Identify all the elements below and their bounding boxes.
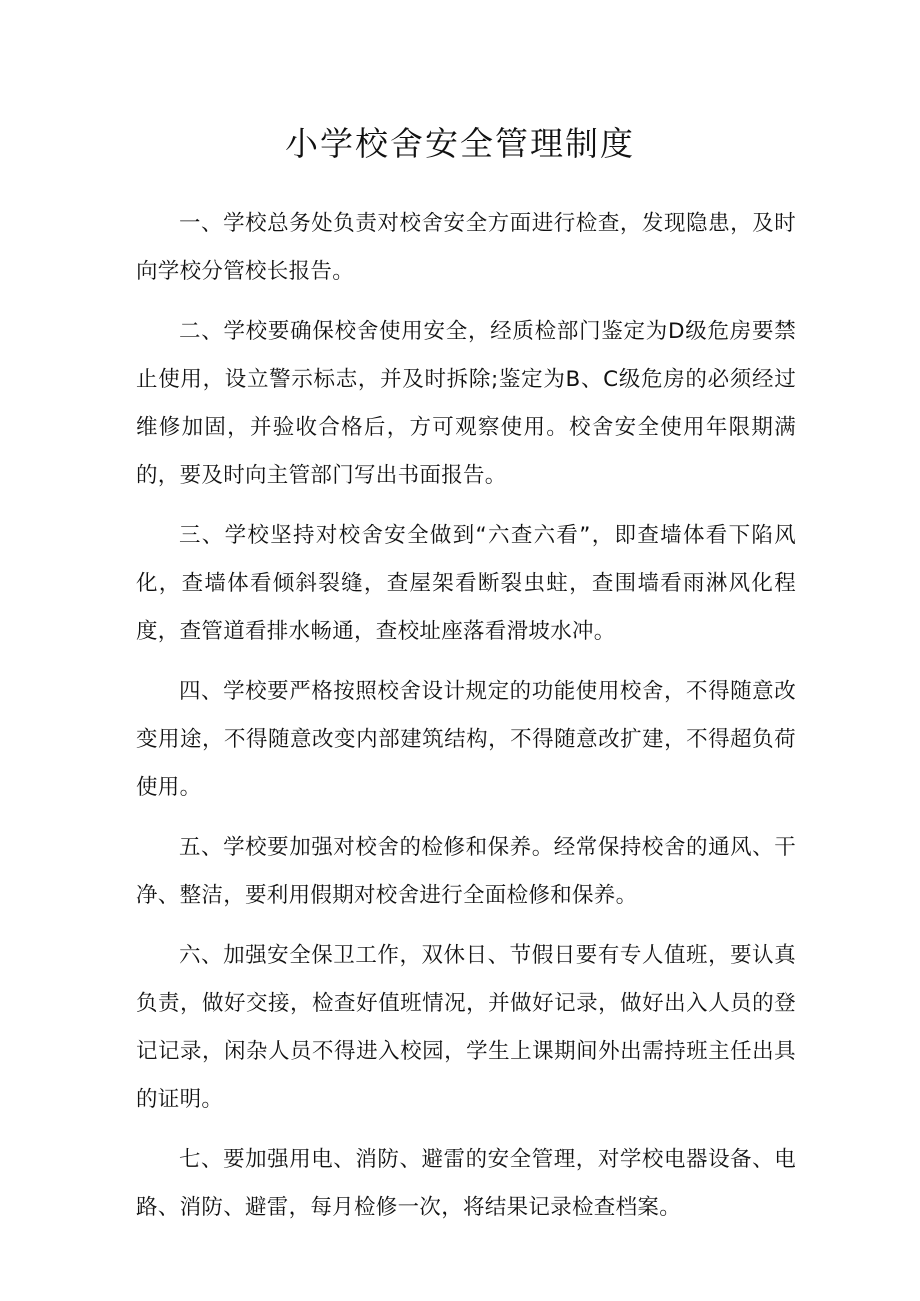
paragraph-3: 三、学校坚持对校舍安全做到“六查六看”，即查墙体看下陷风化，查墙体看倾斜裂缝，查屋架看断裂虫蛀，查围墙看雨淋风化程度，查管道看排水畅通，查校址座落看滑坡水冲。 xyxy=(136,523,796,644)
document-title: 小学校舍安全管理制度 xyxy=(285,124,635,163)
paragraph-5: 五、学校要加强对校舍的检修和保养。经常保持校舍的通风、干净、整洁，要利用假期对校舍进行全面检修和保养。 xyxy=(136,835,796,908)
paragraph-1: 一、学校总务处负责对校舍安全方面进行检查，发现隐患，及时向学校分管校长报告。 xyxy=(136,211,796,284)
paragraph-2: 二、学校要确保校舍使用安全，经质检部门鉴定为D级危房要禁止使用，设立警示标志，并及时拆除;鉴定为B、C级危房的必须经过维修加固，并验收合格后，方可观察使用。校舍安全使用年限期满的，要及时向主管部门写出书面报告。 xyxy=(136,319,796,488)
document-body xyxy=(136,200,796,1244)
paragraph-7: 七、要加强用电、消防、避雷的安全管理，对学校电器设备、电路、消防、避雷，每月检修一次，将结果记录检查档案。 xyxy=(136,1147,796,1220)
paragraph-4: 四、学校要严格按照校舍设计规定的功能使用校舍，不得随意改变用途，不得随意改变内部建筑结构，不得随意改扩建，不得超负荷使用。 xyxy=(136,679,796,800)
paragraph-6: 六、加强安全保卫工作，双休日、节假日要有专人值班，要认真负责，做好交接，检查好值班情况，并做好记录，做好出入人员的登记记录，闲杂人员不得进入校园，学生上课期间外出需持班主任出具的证明。 xyxy=(136,943,796,1112)
